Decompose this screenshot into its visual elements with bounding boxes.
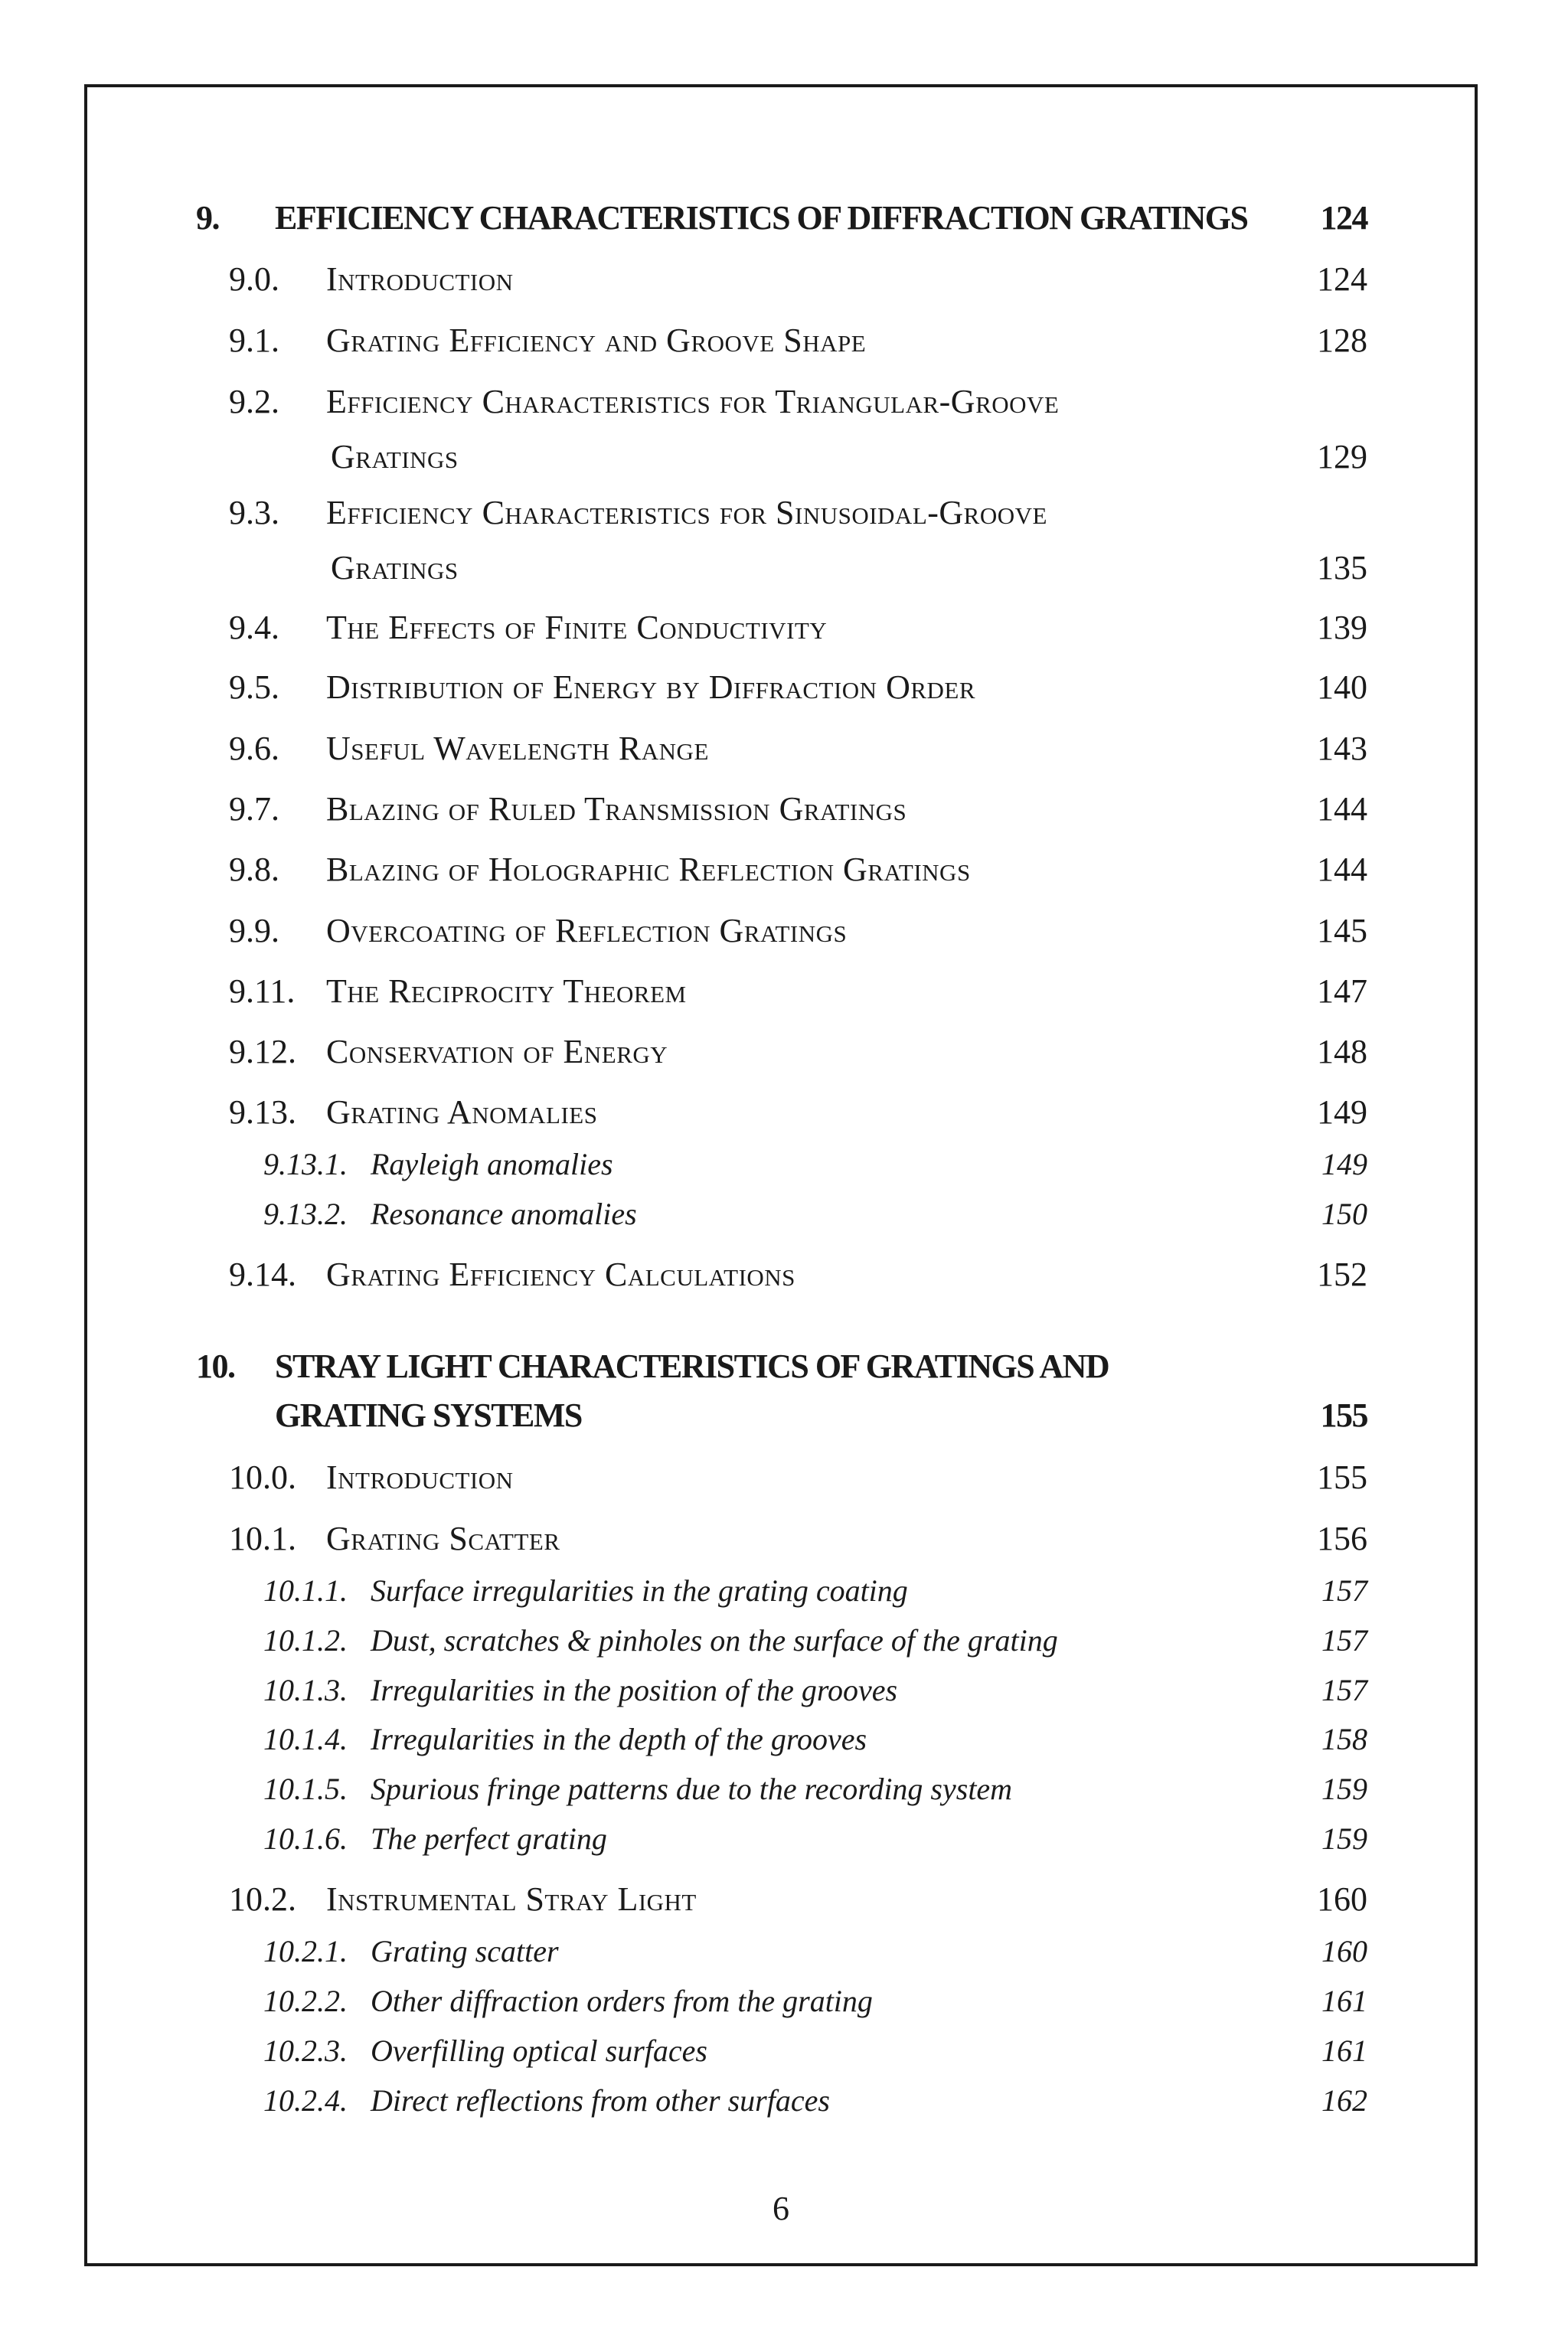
subsection-page: 162 bbox=[1321, 2083, 1367, 2118]
section-page: 129 bbox=[1317, 438, 1367, 475]
subsection-title: Rayleigh anomalies bbox=[371, 1147, 613, 1181]
section-page: 156 bbox=[1317, 1520, 1367, 1557]
chapter-page: 155 bbox=[1320, 1396, 1367, 1434]
section-title: Conservation of Energy bbox=[326, 1033, 668, 1070]
section-title-continued: Gratings bbox=[331, 549, 459, 586]
subsection-title: Other diffraction orders from the grating bbox=[371, 1984, 873, 2018]
section-number: 9.13. bbox=[229, 1093, 296, 1131]
section-title: Grating Anomalies bbox=[326, 1093, 598, 1131]
section-number: 9.0. bbox=[229, 260, 279, 298]
section-number: 10.0. bbox=[229, 1459, 296, 1496]
section-title: Introduction bbox=[326, 260, 514, 298]
subsection-title: Overfilling optical surfaces bbox=[371, 2034, 707, 2068]
section-page: 144 bbox=[1317, 790, 1367, 828]
section-page: 148 bbox=[1317, 1033, 1367, 1070]
section-number: 9.8. bbox=[229, 851, 279, 888]
section-page: 160 bbox=[1317, 1880, 1367, 1918]
section-page: 155 bbox=[1317, 1459, 1367, 1496]
subsection-number: 10.2.3. bbox=[263, 2034, 348, 2068]
subsection-page: 149 bbox=[1321, 1147, 1367, 1181]
section-title: Useful Wavelength Range bbox=[326, 730, 709, 767]
subsection-number: 10.2.2. bbox=[263, 1984, 348, 2018]
chapter-page: 124 bbox=[1320, 199, 1367, 237]
section-title: The Effects of Finite Conductivity bbox=[326, 609, 828, 646]
section-title: Grating Scatter bbox=[326, 1520, 560, 1557]
subsection-number: 10.1.5. bbox=[263, 1772, 348, 1806]
section-page: 135 bbox=[1317, 549, 1367, 586]
subsection-number: 10.1.2. bbox=[263, 1623, 348, 1658]
section-number: 9.12. bbox=[229, 1033, 296, 1070]
subsection-title: Spurious fringe patterns due to the recording system bbox=[371, 1772, 1013, 1806]
section-number: 9.14. bbox=[229, 1256, 296, 1293]
subsection-number: 10.1.6. bbox=[263, 1821, 348, 1856]
subsection-page: 159 bbox=[1321, 1772, 1367, 1806]
section-title: The Reciprocity Theorem bbox=[326, 972, 687, 1010]
section-number: 9.6. bbox=[229, 730, 279, 767]
subsection-page: 161 bbox=[1321, 2034, 1367, 2068]
section-page: 147 bbox=[1317, 972, 1367, 1010]
section-page: 128 bbox=[1317, 322, 1367, 359]
subsection-title: Direct reflections from other surfaces bbox=[371, 2083, 830, 2118]
section-number: 10.1. bbox=[229, 1520, 296, 1557]
section-number: 9.9. bbox=[229, 912, 279, 949]
section-title: Distribution of Energy by Diffraction Order bbox=[326, 668, 976, 706]
section-title: Efficiency Characteristics for Triangular-Groove bbox=[326, 383, 1060, 420]
section-page: 124 bbox=[1317, 260, 1367, 298]
subsection-title: Dust, scratches & pinholes on the surface of the grating bbox=[371, 1623, 1058, 1658]
section-title-continued: Gratings bbox=[331, 438, 459, 475]
subsection-number: 9.13.1. bbox=[263, 1147, 348, 1181]
subsection-title: The perfect grating bbox=[371, 1821, 607, 1856]
section-number: 9.3. bbox=[229, 494, 279, 531]
chapter-title: STRAY LIGHT CHARACTERISTICS OF GRATINGS AND bbox=[275, 1348, 1109, 1385]
section-title: Blazing of Holographic Reflection Gratings bbox=[326, 851, 971, 888]
section-number: 9.4. bbox=[229, 609, 279, 646]
subsection-title: Grating scatter bbox=[371, 1934, 559, 1968]
section-title: Introduction bbox=[326, 1459, 514, 1496]
section-title: Grating Efficiency Calculations bbox=[326, 1256, 795, 1293]
section-number: 10.2. bbox=[229, 1880, 296, 1918]
subsection-number: 10.1.3. bbox=[263, 1673, 348, 1707]
subsection-page: 157 bbox=[1321, 1573, 1367, 1608]
section-page: 140 bbox=[1317, 668, 1367, 706]
subsection-number: 10.2.4. bbox=[263, 2083, 348, 2118]
chapter-number: 10. bbox=[196, 1348, 235, 1385]
section-page: 144 bbox=[1317, 851, 1367, 888]
section-page: 145 bbox=[1317, 912, 1367, 949]
section-number: 9.1. bbox=[229, 322, 279, 359]
section-page: 139 bbox=[1317, 609, 1367, 646]
section-title: Instrumental Stray Light bbox=[326, 1880, 697, 1918]
subsection-title: Resonance anomalies bbox=[371, 1197, 637, 1231]
section-number: 9.5. bbox=[229, 668, 279, 706]
section-title: Overcoating of Reflection Gratings bbox=[326, 912, 848, 949]
table-of-contents bbox=[87, 87, 1475, 2263]
chapter-title-continued: GRATING SYSTEMS bbox=[275, 1396, 582, 1434]
page-number: 6 bbox=[773, 2190, 789, 2227]
chapter-number: 9. bbox=[196, 199, 219, 237]
chapter-title: EFFICIENCY CHARACTERISTICS OF DIFFRACTION GRATINGS bbox=[275, 199, 1248, 237]
subsection-page: 159 bbox=[1321, 1821, 1367, 1856]
subsection-number: 9.13.2. bbox=[263, 1197, 348, 1231]
section-number: 9.2. bbox=[229, 383, 279, 420]
section-page: 143 bbox=[1317, 730, 1367, 767]
subsection-title: Surface irregularities in the grating coating bbox=[371, 1573, 908, 1608]
section-title: Grating Efficiency and Groove Shape bbox=[326, 322, 867, 359]
section-page: 152 bbox=[1317, 1256, 1367, 1293]
subsection-title: Irregularities in the position of the grooves bbox=[371, 1673, 898, 1707]
subsection-number: 10.2.1. bbox=[263, 1934, 348, 1968]
subsection-number: 10.1.4. bbox=[263, 1722, 348, 1756]
subsection-page: 150 bbox=[1321, 1197, 1367, 1231]
page-frame bbox=[84, 84, 1478, 2266]
subsection-page: 158 bbox=[1321, 1722, 1367, 1756]
subsection-page: 160 bbox=[1321, 1934, 1367, 1968]
subsection-page: 161 bbox=[1321, 1984, 1367, 2018]
subsection-page: 157 bbox=[1321, 1673, 1367, 1707]
subsection-title: Irregularities in the depth of the grooves bbox=[371, 1722, 867, 1756]
section-number: 9.11. bbox=[229, 972, 296, 1010]
section-page: 149 bbox=[1317, 1093, 1367, 1131]
section-title: Blazing of Ruled Transmission Gratings bbox=[326, 790, 907, 828]
subsection-number: 10.1.1. bbox=[263, 1573, 348, 1608]
section-title: Efficiency Characteristics for Sinusoidal-Groove bbox=[326, 494, 1047, 531]
subsection-page: 157 bbox=[1321, 1623, 1367, 1658]
section-number: 9.7. bbox=[229, 790, 279, 828]
